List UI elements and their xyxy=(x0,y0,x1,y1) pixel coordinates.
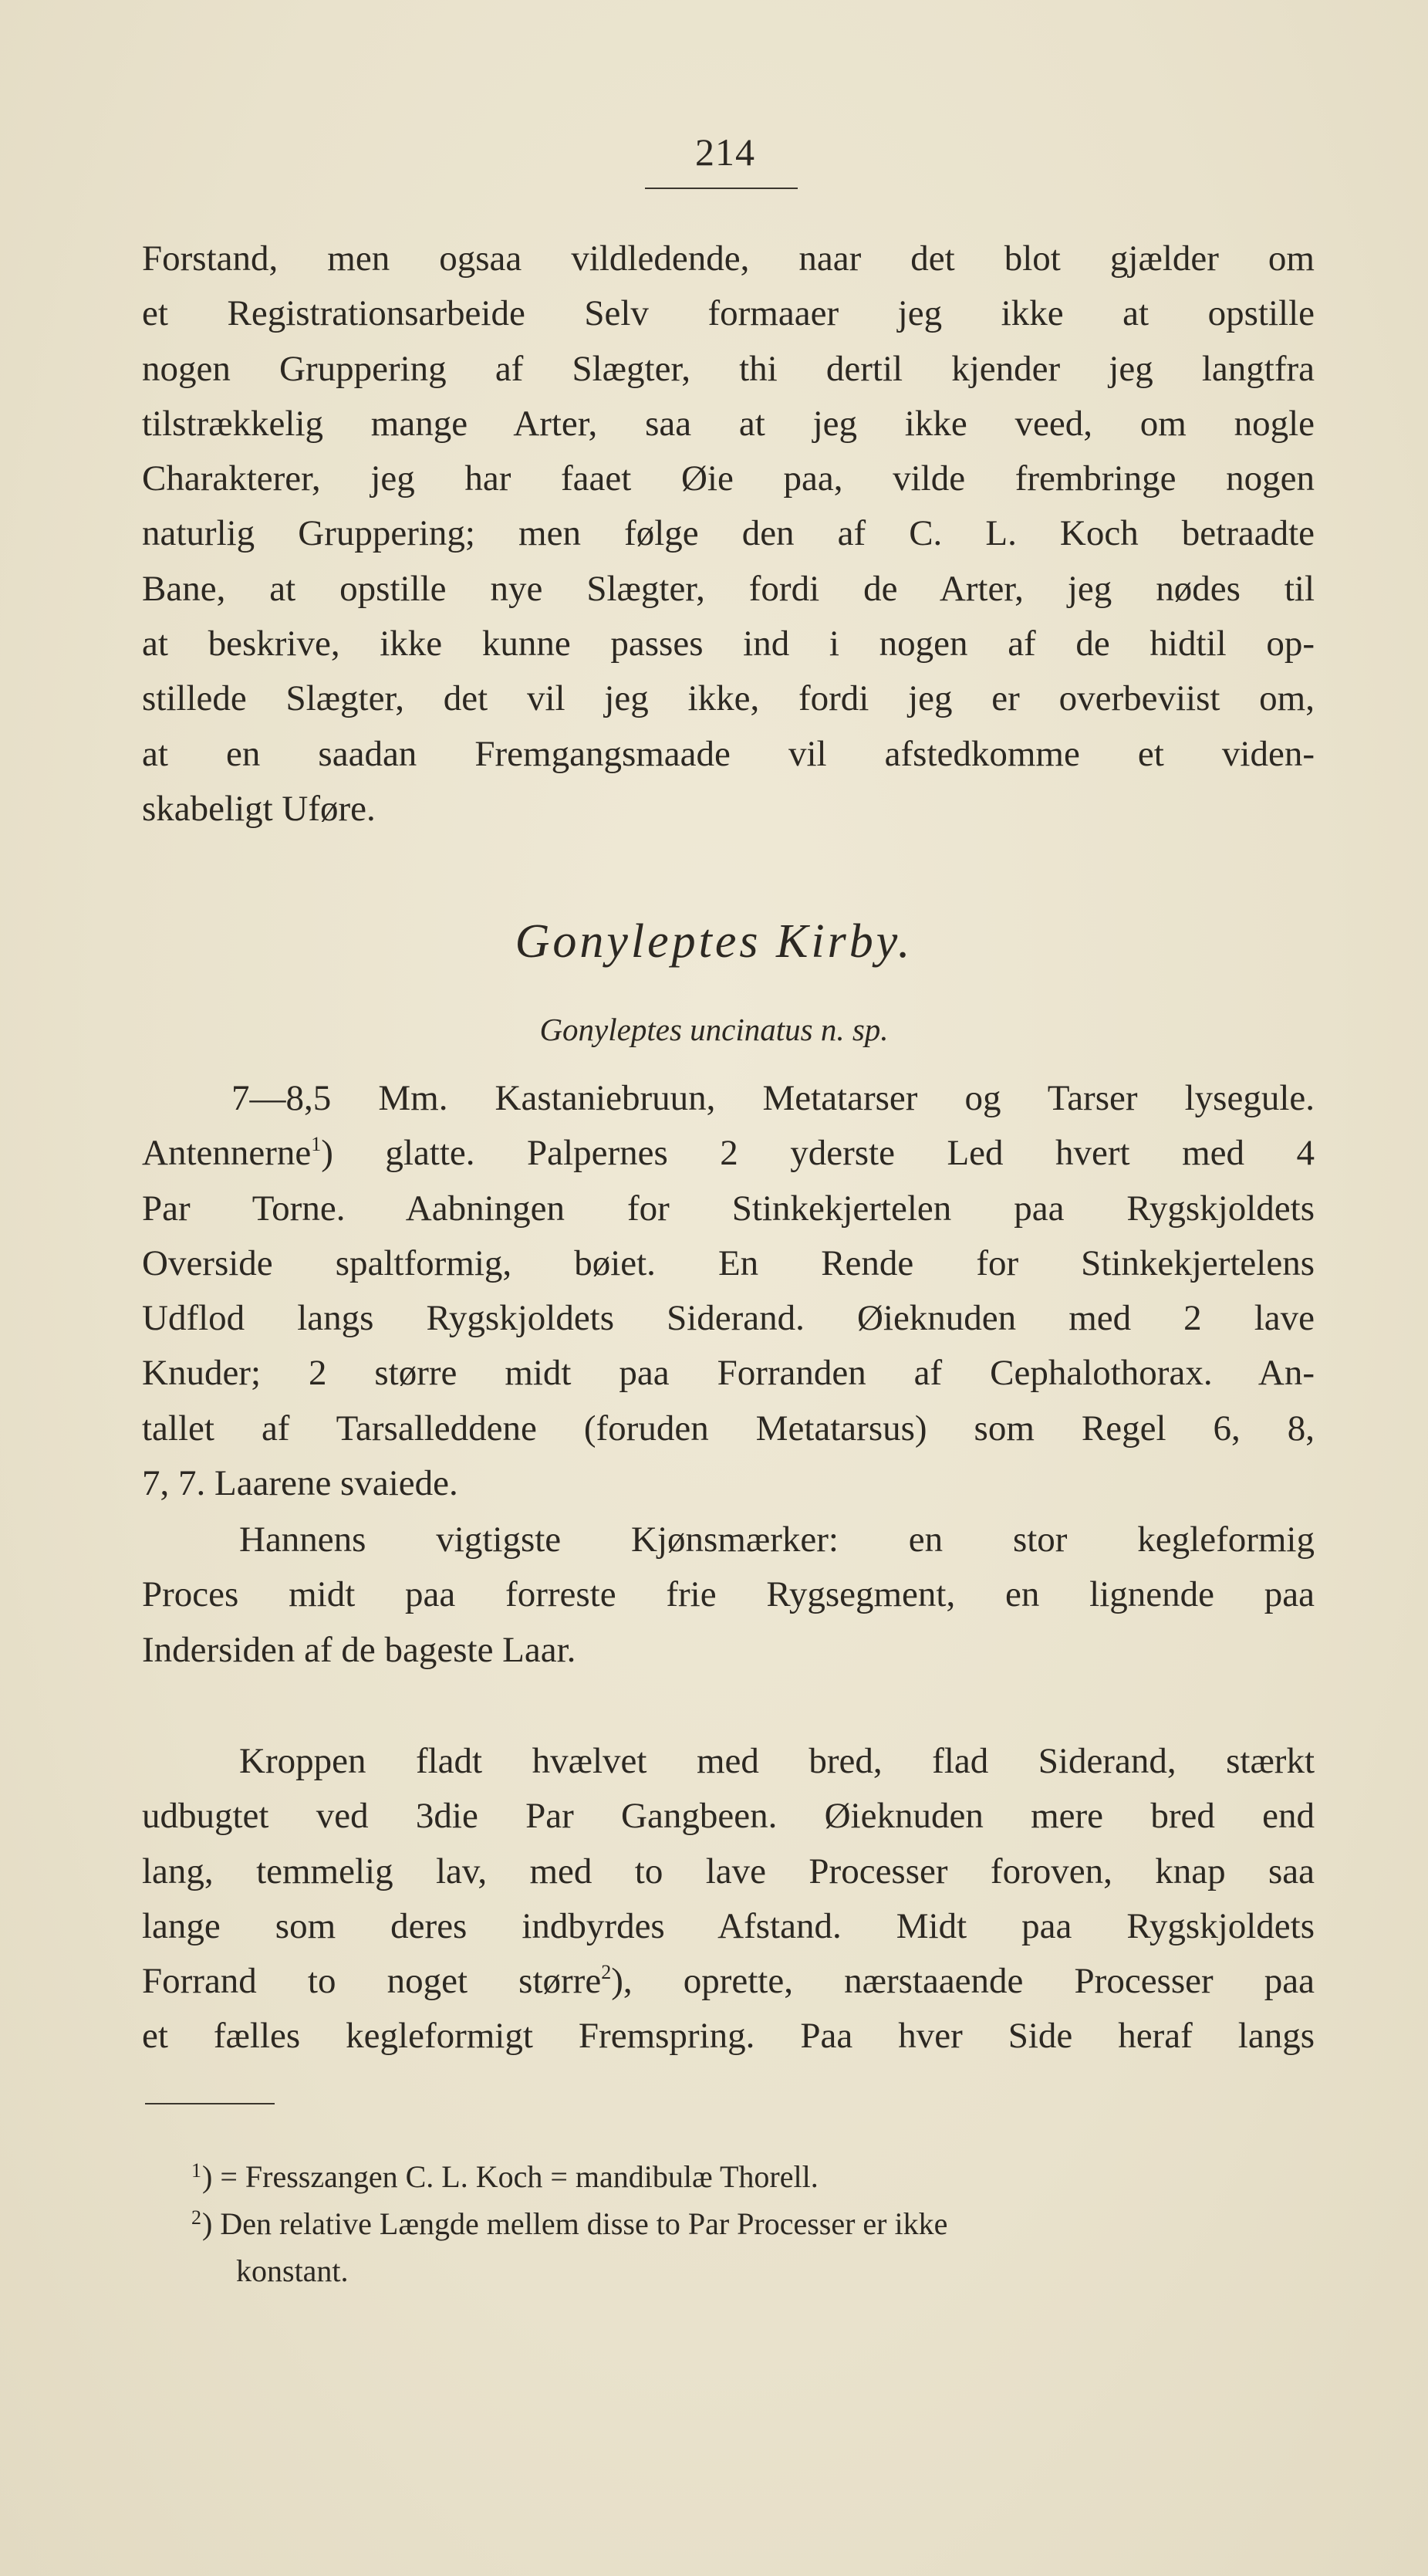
text-fragment: ) glatte. Palpernes 2 yderste Led hvert med 4 xyxy=(321,1133,1315,1174)
text-line: Proces midt paa forreste frie Rygsegment, en lignende paa xyxy=(142,1574,1315,1615)
text-line: Bane, at opstille nye Slægter, fordi de Arter, jeg nødes til xyxy=(142,568,1315,609)
footnote-text-continuation: konstant. xyxy=(236,2253,349,2288)
page-number: 214 xyxy=(695,130,755,174)
footnote-number: 1 xyxy=(191,2159,201,2182)
page-number-rule xyxy=(645,188,798,189)
text-line: tilstrækkelig mange Arter, saa at jeg ikke veed, om nogle xyxy=(142,403,1315,444)
text-fragment: Antennerne xyxy=(142,1133,312,1174)
footnote-text: ) = Fresszangen C. L. Koch = mandibulæ Thorell. xyxy=(202,2159,819,2194)
footnote-number: 2 xyxy=(191,2206,201,2229)
genus-heading: Gonyleptes Kirby. xyxy=(515,915,913,968)
footnote-2 xyxy=(191,2200,1318,2294)
footnote-1 xyxy=(191,2153,1318,2200)
text-line: Charakterer, jeg har faaet Øie paa, vilde frembringe nogen xyxy=(142,458,1315,499)
text-line: Hannens vigtigste Kjønsmærker: en stor kegleformig xyxy=(239,1520,1315,1560)
paragraph-description xyxy=(142,1071,1315,1511)
text-line: lang, temmelig lav, med to lave Processer foroven, knap saa xyxy=(142,1851,1315,1891)
text-line: lange som deres indbyrdes Afstand. Midt paa Rygskjoldets xyxy=(142,1905,1315,1946)
text-line: 7, 7. Laarene svaiede. xyxy=(142,1463,458,1504)
text-fragment: Forrand to noget større xyxy=(142,1961,602,2002)
text-line: nogen Gruppering af Slægter, thi dertil kjender jeg langtfra xyxy=(142,348,1315,389)
text-line: at beskrive, ikke kunne passes ind i nogen af de hidtil op- xyxy=(142,624,1315,664)
footnote-marker: 1 xyxy=(311,1133,322,1156)
text-line: Udflod langs Rygskjoldets Siderand. Øieknuden med 2 lave xyxy=(142,1298,1315,1339)
text-line: et fælles kegleformigt Fremspring. Paa hver Side heraf langs xyxy=(142,2016,1315,2057)
paragraph-body-description xyxy=(142,1734,1315,2064)
text-line: Overside spaltformig, bøiet. En Rende for Stinkekjertelens xyxy=(142,1242,1315,1283)
text-line: at en saadan Fremgangsmaade vil afstedkomme et viden- xyxy=(142,733,1315,774)
text-line: Indersiden af de bageste Laar. xyxy=(142,1629,576,1670)
text-line: tallet af Tarsalleddene (foruden Metatarsus) som Regel 6, 8, xyxy=(142,1408,1315,1449)
text-line: et Registrationsarbeide Selv formaaer jeg ikke at opstille xyxy=(142,293,1315,334)
text-line-with-footnote xyxy=(142,1126,1315,1181)
text-line: udbugtet ved 3die Par Gangbeen. Øieknuden mere bred end xyxy=(142,1796,1315,1837)
footnote-text: ) Den relative Længde mellem disse to Par Processer er ikke xyxy=(202,2206,948,2241)
text-line: Kroppen fladt hvælvet med bred, flad Siderand, stærkt xyxy=(239,1741,1315,1781)
footnote-rule xyxy=(145,2103,275,2104)
text-line: stillede Slægter, det vil jeg ikke, fordi jeg er overbeviist om, xyxy=(142,678,1315,719)
text-line: Forstand, men ogsaa vildledende, naar det blot gjælder om xyxy=(142,238,1315,279)
text-line: 7—8,5 Mm. Kastaniebruun, Metatarser og Tarser lysegule. xyxy=(231,1078,1315,1118)
text-line: skabeligt Uføre. xyxy=(142,788,376,829)
species-heading: Gonyleptes uncinatus n. sp. xyxy=(539,1012,889,1047)
text-line: Knuder; 2 større midt paa Forranden af Cephalothorax. An- xyxy=(142,1353,1315,1394)
footnotes xyxy=(191,2153,1318,2294)
text-line: naturlig Gruppering; men følge den af C. L. Koch betraadte xyxy=(142,513,1315,554)
paragraph-intro xyxy=(142,232,1315,837)
text-fragment: ), oprette, nærstaaende Processer paa xyxy=(611,1961,1315,2002)
text-line-with-footnote xyxy=(142,1954,1315,2009)
footnote-marker: 2 xyxy=(601,1961,612,1984)
paragraph-male-characters xyxy=(142,1513,1315,1678)
text-line: Par Torne. Aabningen for Stinkekjertelen paa Rygskjoldets xyxy=(142,1188,1315,1229)
